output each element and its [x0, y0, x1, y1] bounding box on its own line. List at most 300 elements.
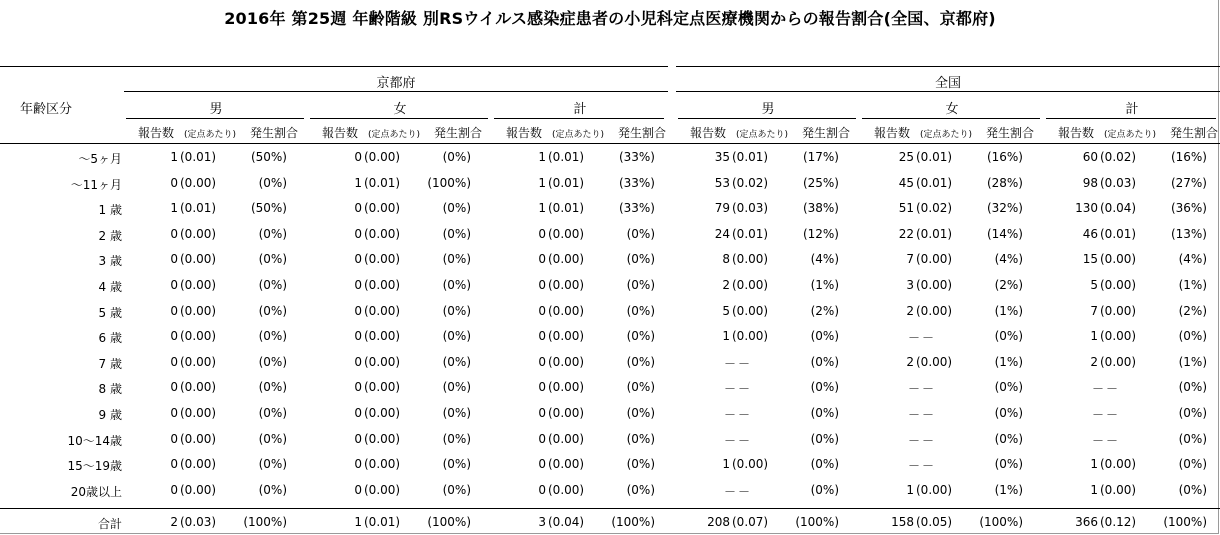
- per-site-value: (0.00): [732, 457, 769, 471]
- per-site-value: (0.04): [1100, 201, 1137, 215]
- count-value: 25: [898, 150, 914, 164]
- count-value: 35: [714, 150, 730, 164]
- total-top-rule: [0, 508, 1220, 509]
- top-rule-right: [676, 66, 1220, 67]
- count-value: 51: [898, 201, 914, 215]
- rate-value: (0%): [258, 329, 287, 343]
- per-site-value: (0.00): [548, 355, 585, 369]
- count-value: 0: [170, 457, 178, 471]
- count-value: 0: [354, 432, 362, 446]
- rate-value: (0%): [258, 483, 287, 497]
- rate-value: (0%): [810, 483, 839, 497]
- count-value: 1: [170, 150, 178, 164]
- count-value: －－: [907, 459, 936, 473]
- per-site-value: (0.00): [1100, 278, 1137, 292]
- rate-value: (1%): [994, 483, 1023, 497]
- per-site-value: (0.00): [180, 329, 217, 343]
- count-value: 0: [354, 355, 362, 369]
- rate-value: (0%): [442, 483, 471, 497]
- per-site-value: (0.01): [364, 515, 401, 529]
- subheader-rate: 発生割合: [986, 126, 1035, 140]
- age-label: 6 歳: [98, 331, 122, 345]
- count-value: 0: [538, 304, 546, 318]
- count-value: 0: [538, 406, 546, 420]
- count-value: 1: [1090, 329, 1098, 343]
- top-rule-left: [0, 66, 668, 67]
- per-site-value: (0.00): [1100, 329, 1137, 343]
- rate-value: (0%): [258, 278, 287, 292]
- count-value: 0: [354, 457, 362, 471]
- count-value: －－: [723, 434, 752, 448]
- rate-value: (100%): [243, 515, 287, 529]
- age-label: 9 歳: [98, 408, 122, 422]
- per-site-value: (0.00): [548, 329, 585, 343]
- per-site-value: (0.00): [180, 457, 217, 471]
- count-value: 0: [170, 252, 178, 266]
- header-bottom-rule: [0, 143, 1220, 144]
- age-label: ～5ヶ月: [78, 152, 122, 166]
- rate-value: (0%): [442, 329, 471, 343]
- sex-rule: [126, 118, 304, 119]
- rate-value: (32%): [986, 201, 1023, 215]
- per-site-value: (0.00): [364, 355, 401, 369]
- count-value: 2: [170, 515, 178, 529]
- per-site-value: (0.00): [180, 483, 217, 497]
- rate-value: (1%): [1178, 278, 1207, 292]
- rate-value: (0%): [626, 227, 655, 241]
- rate-value: (1%): [1178, 355, 1207, 369]
- per-site-value: (0.00): [916, 355, 953, 369]
- per-site-value: (0.00): [1100, 457, 1137, 471]
- count-value: 2: [722, 278, 730, 292]
- count-value: 0: [538, 278, 546, 292]
- count-value: 79: [714, 201, 730, 215]
- per-site-value: (0.00): [548, 252, 585, 266]
- count-value: 0: [354, 304, 362, 318]
- count-value: 0: [170, 304, 178, 318]
- rate-value: (33%): [618, 176, 655, 190]
- per-site-value: (0.02): [732, 176, 769, 190]
- per-site-value: (0.01): [732, 150, 769, 164]
- subheader-rate: 発生割合: [434, 126, 483, 140]
- count-value: 2: [906, 304, 914, 318]
- count-value: 7: [1090, 304, 1098, 318]
- per-site-value: (0.00): [364, 201, 401, 215]
- count-value: 1: [354, 515, 362, 529]
- count-value: 22: [898, 227, 914, 241]
- subheader-count: 報告数: [506, 126, 543, 140]
- per-site-value: (0.01): [1100, 227, 1137, 241]
- sex-rule: [1046, 118, 1216, 119]
- count-value: 0: [354, 380, 362, 394]
- rate-value: (0%): [258, 457, 287, 471]
- sex-header: 女: [393, 102, 407, 117]
- age-label: 15～19歳: [67, 459, 122, 473]
- subheader-count: 報告数: [138, 126, 175, 140]
- rate-value: (0%): [442, 278, 471, 292]
- rate-value: (0%): [810, 432, 839, 446]
- per-site-value: (0.00): [180, 227, 217, 241]
- count-value: 1: [538, 201, 546, 215]
- count-value: 98: [1082, 176, 1098, 190]
- rate-value: (0%): [442, 304, 471, 318]
- rate-value: (0%): [626, 380, 655, 394]
- rate-value: (0%): [258, 432, 287, 446]
- per-site-value: (0.00): [364, 227, 401, 241]
- rate-value: (0%): [810, 329, 839, 343]
- count-value: 0: [538, 380, 546, 394]
- rate-value: (0%): [994, 329, 1023, 343]
- per-site-value: (0.03): [1100, 176, 1137, 190]
- per-site-value: (0.00): [732, 304, 769, 318]
- per-site-value: (0.00): [916, 483, 953, 497]
- subheader-per: (定点あたり): [1104, 130, 1157, 140]
- rate-value: (0%): [626, 304, 655, 318]
- count-value: 0: [170, 432, 178, 446]
- region-rule-left: [124, 91, 668, 92]
- count-value: 158: [891, 515, 914, 529]
- rate-value: (27%): [1170, 176, 1207, 190]
- rate-value: (0%): [994, 432, 1023, 446]
- per-site-value: (0.00): [1100, 252, 1137, 266]
- count-value: 1: [354, 176, 362, 190]
- rate-value: (0%): [1178, 483, 1207, 497]
- age-label: 2 歳: [98, 229, 122, 243]
- per-site-value: (0.00): [180, 432, 217, 446]
- per-site-value: (0.04): [548, 515, 585, 529]
- per-site-value: (0.00): [1100, 483, 1137, 497]
- rate-value: (0%): [442, 201, 471, 215]
- subheader-rate: 発生割合: [250, 126, 299, 140]
- per-site-value: (0.00): [180, 252, 217, 266]
- rate-value: (0%): [626, 483, 655, 497]
- subheader-rate: 発生割合: [1170, 126, 1219, 140]
- rate-value: (0%): [626, 432, 655, 446]
- rate-value: (33%): [618, 201, 655, 215]
- count-value: －－: [1091, 382, 1120, 396]
- per-site-value: (0.00): [548, 432, 585, 446]
- count-value: 1: [1090, 483, 1098, 497]
- count-value: 0: [354, 483, 362, 497]
- per-site-value: (0.00): [548, 227, 585, 241]
- rate-value: (100%): [979, 515, 1023, 529]
- region-rule-right: [676, 91, 1220, 92]
- rate-value: (0%): [442, 252, 471, 266]
- rate-value: (0%): [810, 457, 839, 471]
- count-value: 1: [538, 150, 546, 164]
- per-site-value: (0.00): [180, 304, 217, 318]
- count-value: 208: [707, 515, 730, 529]
- rate-value: (0%): [810, 355, 839, 369]
- count-value: 0: [538, 483, 546, 497]
- count-value: 366: [1075, 515, 1098, 529]
- per-site-value: (0.00): [1100, 355, 1137, 369]
- per-site-value: (0.12): [1100, 515, 1137, 529]
- rate-value: (0%): [994, 457, 1023, 471]
- count-value: 60: [1082, 150, 1098, 164]
- rate-value: (0%): [626, 457, 655, 471]
- sex-rule: [310, 118, 488, 119]
- per-site-value: (0.00): [916, 304, 953, 318]
- per-site-value: (0.00): [180, 176, 217, 190]
- rate-value: (0%): [442, 227, 471, 241]
- count-value: 130: [1075, 201, 1098, 215]
- rate-value: (50%): [250, 201, 287, 215]
- per-site-value: (0.00): [364, 304, 401, 318]
- per-site-value: (0.00): [732, 278, 769, 292]
- per-site-value: (0.00): [364, 406, 401, 420]
- age-label: 8 歳: [98, 382, 122, 396]
- count-value: －－: [907, 382, 936, 396]
- rate-value: (4%): [810, 252, 839, 266]
- per-site-value: (0.00): [548, 457, 585, 471]
- count-value: 0: [354, 406, 362, 420]
- per-site-value: (0.07): [732, 515, 769, 529]
- rate-value: (0%): [626, 355, 655, 369]
- per-site-value: (0.00): [732, 329, 769, 343]
- rate-value: (0%): [626, 252, 655, 266]
- count-value: 0: [170, 355, 178, 369]
- per-site-value: (0.02): [1100, 150, 1137, 164]
- per-site-value: (0.01): [916, 176, 953, 190]
- per-site-value: (0.00): [364, 252, 401, 266]
- rate-value: (0%): [442, 355, 471, 369]
- rate-value: (1%): [994, 355, 1023, 369]
- subheader-per: (定点あたり): [552, 130, 605, 140]
- per-site-value: (0.00): [548, 406, 585, 420]
- count-value: －－: [907, 434, 936, 448]
- count-value: 0: [170, 329, 178, 343]
- sex-header: 計: [573, 102, 587, 117]
- rate-value: (0%): [1178, 329, 1207, 343]
- age-label: 4 歳: [98, 280, 122, 294]
- rate-value: (25%): [802, 176, 839, 190]
- count-value: －－: [723, 408, 752, 422]
- per-site-value: (0.00): [548, 483, 585, 497]
- count-value: 2: [1090, 355, 1098, 369]
- count-value: 0: [170, 227, 178, 241]
- per-site-value: (0.01): [364, 176, 401, 190]
- sex-rule: [862, 118, 1040, 119]
- age-label: 3 歳: [98, 254, 122, 268]
- count-value: －－: [723, 357, 752, 371]
- per-site-value: (0.00): [732, 252, 769, 266]
- rate-value: (0%): [258, 406, 287, 420]
- rate-value: (0%): [442, 457, 471, 471]
- rate-value: (0%): [994, 380, 1023, 394]
- sex-rule: [678, 118, 856, 119]
- rate-value: (2%): [994, 278, 1023, 292]
- subheader-count: 報告数: [322, 126, 359, 140]
- count-value: 46: [1082, 227, 1098, 241]
- rate-value: (14%): [986, 227, 1023, 241]
- rate-value: (33%): [618, 150, 655, 164]
- rate-value: (0%): [626, 278, 655, 292]
- age-label: 1 歳: [98, 203, 122, 217]
- rate-value: (2%): [1178, 304, 1207, 318]
- count-value: 0: [170, 380, 178, 394]
- count-value: 0: [354, 278, 362, 292]
- page-title: 2016年 第25週 年齢階級 別RSウイルス感染症患者の小児科定点医療機関からの報告割合(全国、京都府): [224, 9, 996, 28]
- rate-value: (100%): [427, 515, 471, 529]
- rate-value: (0%): [442, 406, 471, 420]
- rate-value: (38%): [802, 201, 839, 215]
- subheader-rate: 発生割合: [618, 126, 667, 140]
- per-site-value: (0.01): [548, 176, 585, 190]
- count-value: 2: [906, 355, 914, 369]
- count-value: 0: [538, 432, 546, 446]
- per-site-value: (0.05): [916, 515, 953, 529]
- count-value: 1: [906, 483, 914, 497]
- count-value: 0: [354, 201, 362, 215]
- rate-value: (13%): [1170, 227, 1207, 241]
- rate-value: (16%): [986, 150, 1023, 164]
- total-label: 合計: [97, 517, 122, 531]
- count-value: 0: [170, 483, 178, 497]
- count-value: 45: [898, 176, 914, 190]
- sex-header: 女: [945, 102, 959, 117]
- count-value: 24: [714, 227, 730, 241]
- count-value: 0: [538, 227, 546, 241]
- per-site-value: (0.01): [916, 150, 953, 164]
- rate-value: (0%): [626, 406, 655, 420]
- age-label: 7 歳: [98, 357, 122, 371]
- subheader-rate: 発生割合: [802, 126, 851, 140]
- subheader-per: (定点あたり): [920, 130, 973, 140]
- count-value: 53: [714, 176, 730, 190]
- age-label: 10～14歳: [67, 434, 122, 448]
- per-site-value: (0.01): [548, 150, 585, 164]
- rate-value: (2%): [810, 304, 839, 318]
- rate-value: (0%): [442, 380, 471, 394]
- rate-value: (0%): [810, 380, 839, 394]
- rate-value: (4%): [1178, 252, 1207, 266]
- rate-value: (0%): [1178, 457, 1207, 471]
- rate-value: (0%): [258, 304, 287, 318]
- per-site-value: (0.00): [364, 278, 401, 292]
- count-value: 7: [906, 252, 914, 266]
- rate-value: (0%): [258, 252, 287, 266]
- count-value: 1: [1090, 457, 1098, 471]
- rate-value: (0%): [442, 150, 471, 164]
- per-site-value: (0.00): [364, 329, 401, 343]
- rate-value: (1%): [810, 278, 839, 292]
- count-value: 0: [538, 355, 546, 369]
- per-site-value: (0.00): [364, 150, 401, 164]
- per-site-value: (0.01): [732, 227, 769, 241]
- per-site-value: (0.00): [916, 278, 953, 292]
- region-header-kyoto: 京都府: [376, 76, 416, 91]
- rate-value: (0%): [258, 227, 287, 241]
- rate-value: (1%): [994, 304, 1023, 318]
- per-site-value: (0.00): [548, 380, 585, 394]
- per-site-value: (0.03): [732, 201, 769, 215]
- per-site-value: (0.00): [180, 380, 217, 394]
- count-value: 0: [170, 406, 178, 420]
- rate-value: (100%): [1163, 515, 1207, 529]
- rate-value: (0%): [442, 432, 471, 446]
- rate-value: (0%): [258, 176, 287, 190]
- sex-header: 男: [209, 102, 223, 117]
- rate-value: (0%): [994, 406, 1023, 420]
- subheader-count: 報告数: [1058, 126, 1095, 140]
- count-value: 1: [722, 329, 730, 343]
- count-value: 1: [170, 201, 178, 215]
- rate-value: (0%): [1178, 432, 1207, 446]
- rate-value: (0%): [258, 380, 287, 394]
- count-value: 3: [538, 515, 546, 529]
- count-value: 5: [1090, 278, 1098, 292]
- count-value: 8: [722, 252, 730, 266]
- count-value: 0: [538, 252, 546, 266]
- per-site-value: (0.00): [364, 457, 401, 471]
- rate-value: (100%): [795, 515, 839, 529]
- per-site-value: (0.01): [180, 201, 217, 215]
- count-value: －－: [1091, 408, 1120, 422]
- count-value: 3: [906, 278, 914, 292]
- per-site-value: (0.00): [364, 483, 401, 497]
- count-value: 0: [538, 329, 546, 343]
- per-site-value: (0.00): [916, 252, 953, 266]
- per-site-value: (0.01): [180, 150, 217, 164]
- per-site-value: (0.00): [180, 406, 217, 420]
- subheader-per: (定点あたり): [368, 130, 421, 140]
- age-col-header: 年齢区分: [20, 102, 73, 117]
- subheader-per: (定点あたり): [736, 130, 789, 140]
- rate-value: (100%): [427, 176, 471, 190]
- count-value: －－: [1091, 434, 1120, 448]
- age-label: ～11ヶ月: [70, 178, 122, 192]
- sex-header: 計: [1125, 102, 1139, 117]
- count-value: －－: [723, 382, 752, 396]
- count-value: 0: [170, 278, 178, 292]
- per-site-value: (0.00): [364, 432, 401, 446]
- rate-value: (36%): [1170, 201, 1207, 215]
- rate-value: (0%): [626, 329, 655, 343]
- count-value: 1: [538, 176, 546, 190]
- rate-value: (0%): [1178, 406, 1207, 420]
- per-site-value: (0.03): [180, 515, 217, 529]
- per-site-value: (0.00): [180, 278, 217, 292]
- count-value: －－: [723, 485, 752, 499]
- count-value: 0: [538, 457, 546, 471]
- count-value: 15: [1082, 252, 1098, 266]
- per-site-value: (0.01): [916, 227, 953, 241]
- rate-value: (12%): [802, 227, 839, 241]
- per-site-value: (0.00): [548, 278, 585, 292]
- rate-value: (16%): [1170, 150, 1207, 164]
- rate-value: (50%): [250, 150, 287, 164]
- sex-rule: [494, 118, 664, 119]
- count-value: －－: [907, 408, 936, 422]
- rate-value: (4%): [994, 252, 1023, 266]
- subheader-count: 報告数: [690, 126, 727, 140]
- rate-value: (0%): [810, 406, 839, 420]
- rate-value: (100%): [611, 515, 655, 529]
- count-value: 0: [354, 252, 362, 266]
- age-label: 20歳以上: [70, 485, 122, 499]
- per-site-value: (0.00): [364, 380, 401, 394]
- count-value: 0: [354, 227, 362, 241]
- rate-value: (0%): [1178, 380, 1207, 394]
- count-value: 5: [722, 304, 730, 318]
- per-site-value: (0.02): [916, 201, 953, 215]
- count-value: 1: [722, 457, 730, 471]
- per-site-value: (0.00): [1100, 304, 1137, 318]
- age-label: 5 歳: [98, 306, 122, 320]
- rate-value: (17%): [802, 150, 839, 164]
- per-site-value: (0.01): [548, 201, 585, 215]
